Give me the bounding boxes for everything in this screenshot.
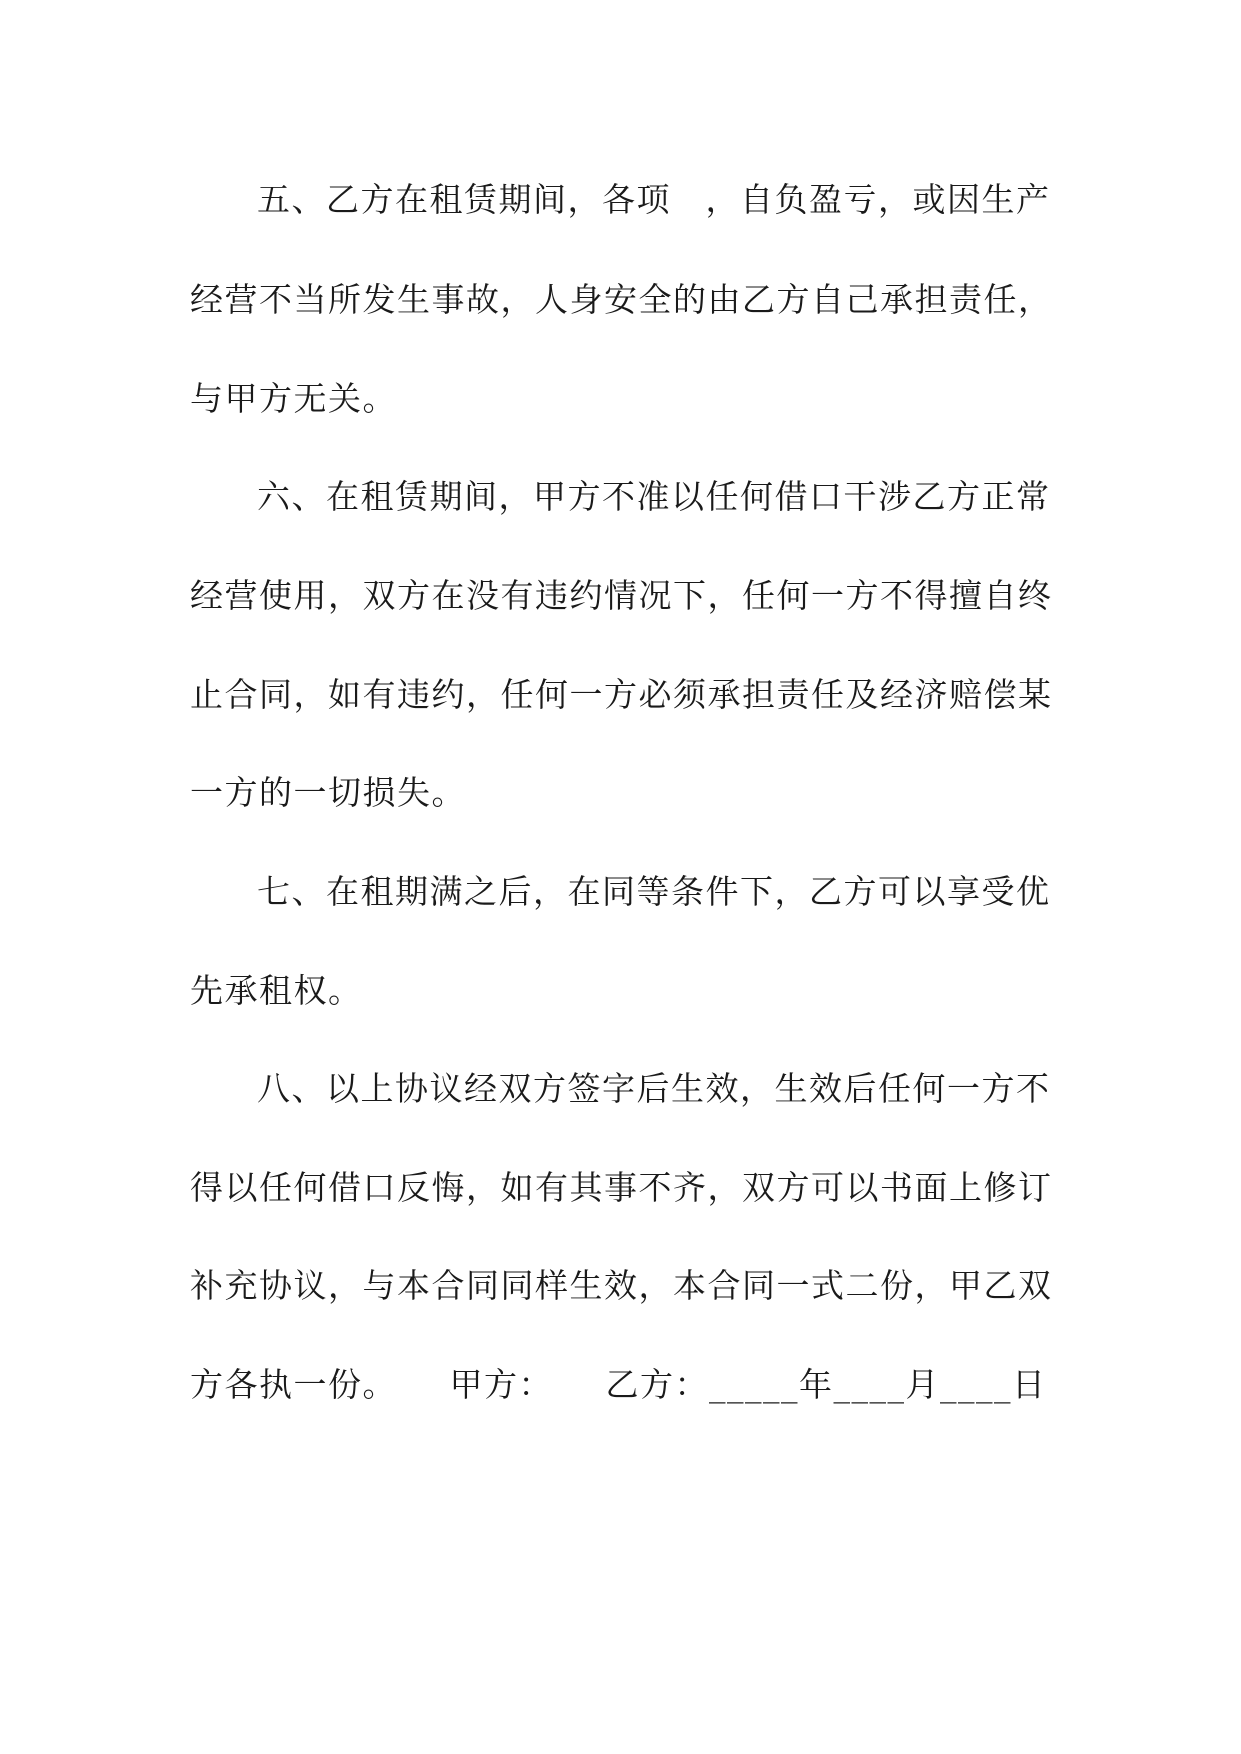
- clause-8-line-1: 八、以上协议经双方签字后生效，生效后任何一方不: [257, 1069, 1051, 1108]
- clause-7-line-1: 七、在租期满之后，在同等条件下，乙方可以享受优: [257, 872, 1051, 911]
- clause-8-line-3: 补充协议，与本合同同样生效，本合同一式二份，甲乙双: [190, 1266, 1053, 1305]
- clause-6-line-4: 一方的一切损失。: [190, 773, 466, 812]
- signature-line: 方各执一份。 甲方： 乙方：_____年____月____日: [190, 1365, 1047, 1404]
- clause-5-line-1: 五、乙方在租赁期间，各项 ，自负盈亏，或因生产: [257, 180, 1051, 219]
- clause-5-line-2: 经营不当所发生事故，人身安全的由乙方自己承担责任，: [190, 280, 1053, 319]
- clause-7-line-2: 先承租权。: [190, 971, 363, 1010]
- clause-5-line-3: 与甲方无关。: [190, 379, 397, 418]
- clause-6-line-2: 经营使用，双方在没有违约情况下，任何一方不得擅自终: [190, 576, 1053, 615]
- clause-8-line-2: 得以任何借口反悔，如有其事不齐，双方可以书面上修订: [190, 1168, 1053, 1207]
- clause-6-line-1: 六、在租赁期间，甲方不准以任何借口干涉乙方正常: [257, 477, 1051, 516]
- clause-6-line-3: 止合同，如有违约，任何一方必须承担责任及经济赔偿某: [190, 675, 1053, 714]
